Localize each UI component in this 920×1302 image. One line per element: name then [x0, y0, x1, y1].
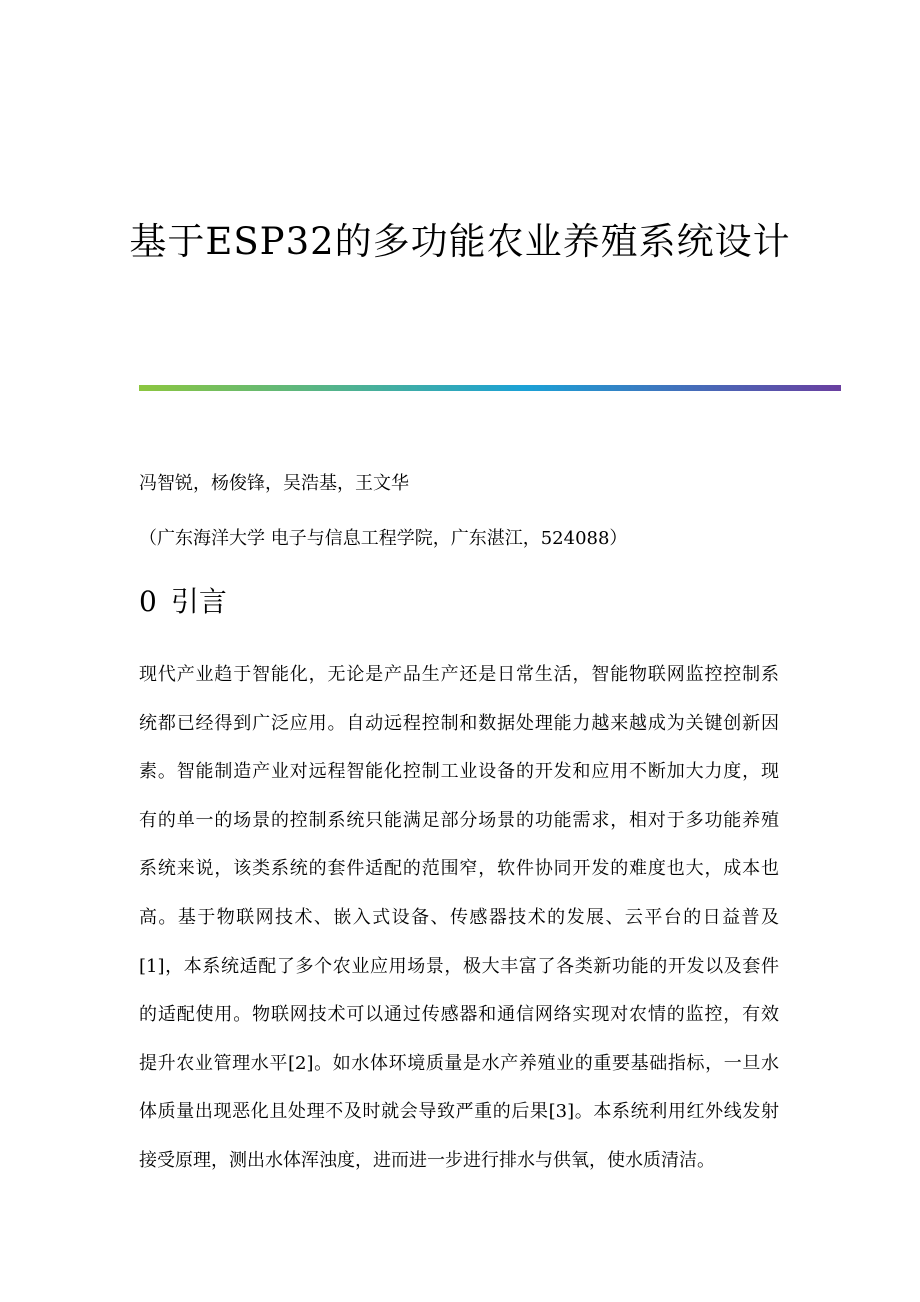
section-number: 0 — [139, 585, 157, 618]
paragraph-line: [1]，本系统适配了多个农业应用场景，极大丰富了各类新功能的开发以及套件 — [139, 955, 779, 977]
paragraph-line: 的适配使用。物联网技术可以通过传感器和通信网络实现对农情的监控，有效 — [139, 1004, 779, 1026]
section-heading — [139, 580, 227, 624]
author-list: 冯智锐，杨俊锋，吴浩基，王文华 — [139, 473, 409, 494]
introduction-paragraph — [139, 660, 779, 1195]
paragraph-line: 有的单一的场景的控制系统只能满足部分场景的功能需求，相对于多功能养殖 — [139, 809, 779, 831]
paragraph-line: 提升农业管理水平[2]。如水体环境质量是水产养殖业的重要基础指标，一旦水 — [139, 1052, 779, 1074]
paragraph-line: 高。基于物联网技术、嵌入式设备、传感器技术的发展、云平台的日益普及 — [139, 906, 779, 928]
paragraph-line: 体质量出现恶化且处理不及时就会导致严重的后果[3]。本系统利用红外线发射 — [139, 1101, 779, 1123]
section-title: 引言 — [170, 585, 227, 618]
paragraph-line: 接受原理，测出水体浑浊度，进而进一步进行排水与供氧，使水质清洁。 — [139, 1149, 715, 1171]
document-title: 基于ESP32的多功能农业养殖系统设计 — [129, 220, 791, 263]
paragraph-line: 系统来说，该类系统的套件适配的范围窄，软件协同开发的难度也大，成本也 — [139, 858, 779, 880]
paragraph-line: 素。智能制造产业对远程智能化控制工业设备的开发和应用不断加大力度，现 — [139, 761, 779, 783]
author-affiliation: （广东海洋大学 电子与信息工程学院，广东湛江，524088） — [139, 528, 628, 549]
paragraph-line: 统都已经得到广泛应用。自动远程控制和数据处理能力越来越成为关键创新因 — [139, 712, 779, 734]
title-divider — [139, 385, 841, 391]
paragraph-line: 现代产业趋于智能化，无论是产品生产还是日常生活，智能物联网监控控制系 — [139, 664, 779, 685]
